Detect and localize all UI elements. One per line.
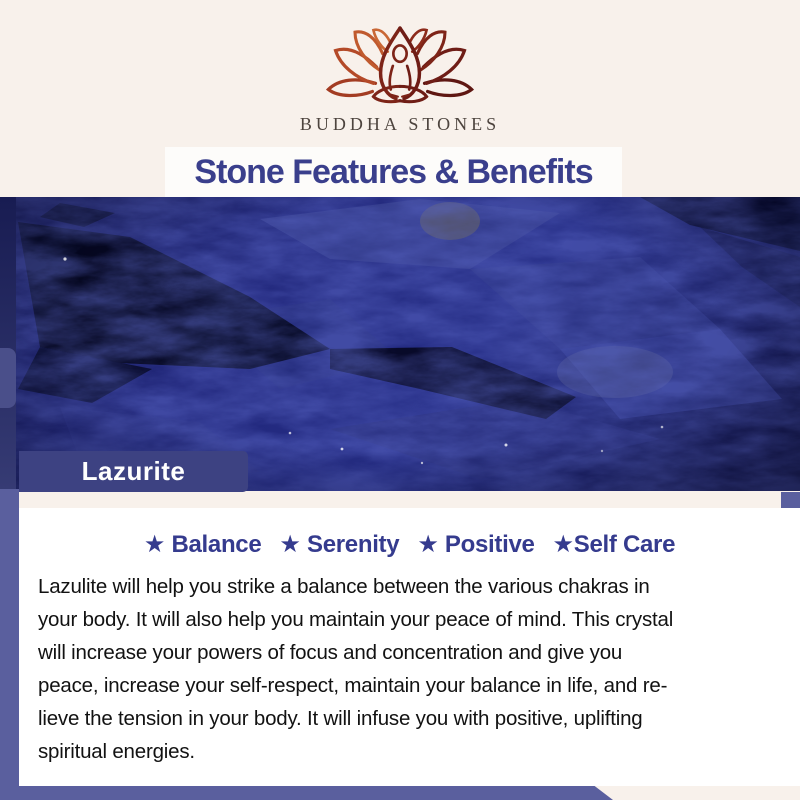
page-title: Stone Features & Benefits [194,153,593,191]
title-band [165,147,622,197]
photo-left-edge [0,197,16,490]
description-line: peace, increase your self-respect, maintain your balance in life, and re- [38,674,668,697]
description-line: your body. It will also help you maintain your peace of mind. This crystal [38,608,674,631]
lazurite-stone-photo [0,197,800,491]
photo-left-accent [0,348,16,408]
description-paragraph [38,570,788,768]
benefit-item: ★ Serenity [279,531,400,558]
benefit-item: ★ Positive [417,531,535,558]
benefit-item: ★Self Care [552,531,676,558]
lotus-meditation-icon [318,24,482,114]
benefits-panel [19,508,800,786]
frame-left-bar [0,489,19,800]
description-line: will increase your powers of focus and concentration and give you [38,641,623,664]
benefits-list [19,530,800,559]
stone-name-banner [19,451,248,492]
brand-name: BUDDHA STONES [299,114,501,134]
benefit-item: ★ Balance [143,531,262,558]
description-line: Lazulite will help you strike a balance between the various chakras in [38,575,650,598]
description-line: lieve the tension in your body. It will infuse you with positive, uplifting [38,707,643,730]
stone-name: Lazurite [81,456,186,486]
frame-bottom-ribbon [0,786,613,800]
description-line: spiritual energies. [38,740,195,763]
